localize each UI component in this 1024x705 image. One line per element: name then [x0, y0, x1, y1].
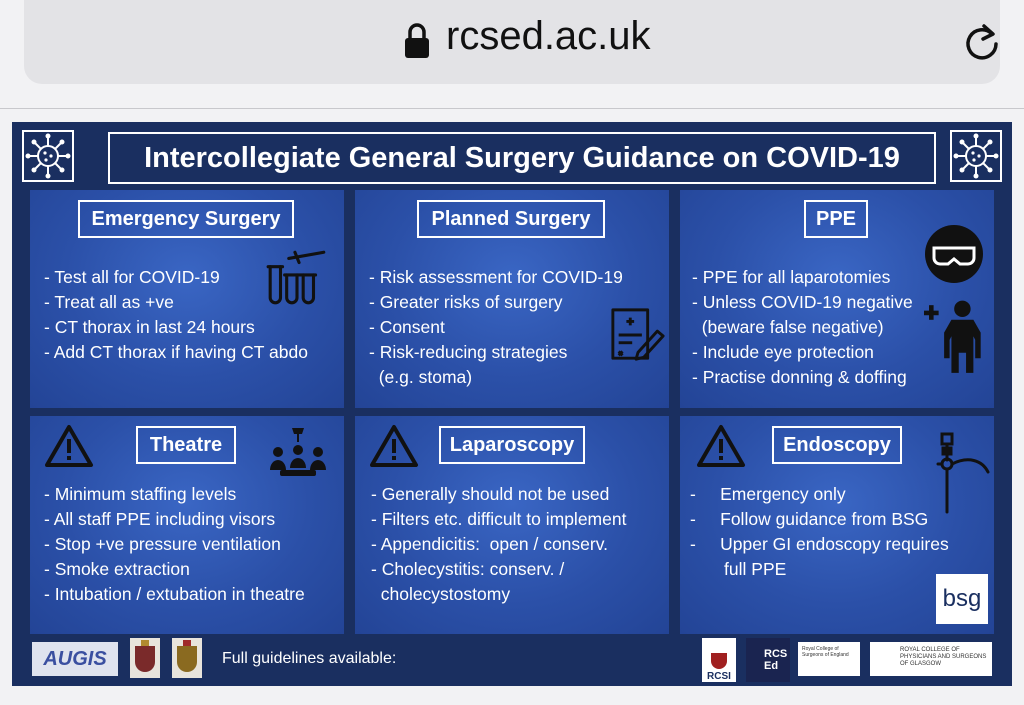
- list-item: - Unless COVID-19 negative: [692, 292, 913, 312]
- panel-title: Theatre: [136, 426, 236, 464]
- virus-icon: [22, 130, 74, 182]
- panel-title: PPE: [804, 200, 868, 238]
- rcsi-logo-text: RCSI: [707, 671, 731, 682]
- ppe-person-icon: [924, 296, 988, 382]
- list-item: - Risk assessment for COVID-19: [369, 267, 623, 287]
- panel-emergency-surgery: [30, 190, 344, 408]
- augis-logo-text: AUGIS: [43, 647, 107, 670]
- reload-icon[interactable]: [960, 20, 1004, 64]
- virus-icon: [950, 130, 1002, 182]
- list-item: - Stop +ve pressure ventilation: [44, 534, 281, 554]
- panel-laparoscopy: [355, 416, 669, 634]
- panel-title: Planned Surgery: [417, 200, 605, 238]
- list-item: - Greater risks of surgery: [369, 292, 563, 312]
- panel-title: Endoscopy: [772, 426, 902, 464]
- list-item: (beware false negative): [692, 317, 884, 337]
- list-item: - Follow guidance from BSG: [690, 509, 929, 529]
- rcs-england-logo-text: Royal College of Surgeons of England: [802, 646, 849, 658]
- address-bar[interactable]: [24, 0, 1000, 84]
- list-item: - Include eye protection: [692, 342, 874, 362]
- crest-icon: [172, 638, 202, 678]
- rcs-ed-logo-line2: Ed: [764, 660, 779, 672]
- list-item: - Appendicitis: open / conserv.: [371, 534, 609, 554]
- list-item: - Smoke extraction: [44, 559, 190, 579]
- rcs-ed-logo[interactable]: [746, 638, 790, 682]
- list-item: cholecystostomy: [371, 584, 511, 604]
- list-item: - All staff PPE including visors: [44, 509, 276, 529]
- rcps-glasgow-logo[interactable]: [870, 642, 992, 676]
- poster-title: Intercollegiate General Surgery Guidance on COVID-19: [108, 132, 936, 184]
- rcs-ed-logo-line1: RCS: [764, 648, 788, 660]
- list-item: - Consent: [369, 317, 445, 337]
- rcsi-logo[interactable]: [702, 638, 736, 682]
- surgical-team-icon: [266, 426, 330, 478]
- list-item: - PPE for all laparotomies: [692, 267, 891, 287]
- list-item: - CT thorax in last 24 hours: [44, 317, 255, 337]
- augis-logo[interactable]: [32, 642, 118, 676]
- panel-theatre: [30, 416, 344, 634]
- rcs-england-logo[interactable]: [798, 642, 860, 676]
- list-item: (e.g. stoma): [369, 367, 473, 387]
- rcps-glasgow-logo-text: ROYAL COLLEGE OF PHYSICIANS AND SURGEONS OF GLASGOW: [900, 647, 987, 667]
- list-item: - Intubation / extubation in theatre: [44, 584, 305, 604]
- list-item: - Test all for COVID-19: [44, 267, 220, 287]
- list-item: full PPE: [690, 559, 787, 579]
- goggles-icon: [924, 224, 984, 284]
- crest-logo[interactable]: [172, 638, 202, 678]
- list-item: - Practise donning & doffing: [692, 367, 907, 387]
- lock-icon: [404, 22, 430, 60]
- divider: [0, 108, 1024, 109]
- bsg-logo[interactable]: [936, 574, 988, 624]
- list-item: - Cholecystitis: conserv. /: [371, 559, 565, 579]
- list-item: - Upper GI endoscopy requires: [690, 534, 949, 554]
- list-item: - Filters etc. difficult to implement: [371, 509, 627, 529]
- list-item: - Generally should not be used: [371, 484, 610, 504]
- warning-icon: [44, 424, 94, 468]
- crest-icon: [130, 638, 160, 678]
- guidance-infographic: [12, 122, 1012, 686]
- crest-icon: [709, 651, 729, 671]
- panel-planned-surgery: [355, 190, 669, 408]
- warning-icon: [369, 424, 419, 468]
- panel-title: Laparoscopy: [439, 426, 585, 464]
- panel-endoscopy: [680, 416, 994, 634]
- panel-title: Emergency Surgery: [78, 200, 294, 238]
- list-item: - Treat all as +ve: [44, 292, 174, 312]
- crest-logo[interactable]: [130, 638, 160, 678]
- list-item: - Add CT thorax if having CT abdo: [44, 342, 308, 362]
- list-item: - Emergency only: [690, 484, 846, 504]
- warning-icon: [696, 424, 746, 468]
- bsg-logo-text: bsg: [942, 585, 982, 612]
- url-text[interactable]: rcsed.ac.uk: [446, 14, 651, 58]
- list-item: - Risk-reducing strategies: [369, 342, 568, 362]
- footer-text: Full guidelines available:: [222, 650, 397, 667]
- list-item: - Minimum staffing levels: [44, 484, 237, 504]
- panel-ppe: [680, 190, 994, 408]
